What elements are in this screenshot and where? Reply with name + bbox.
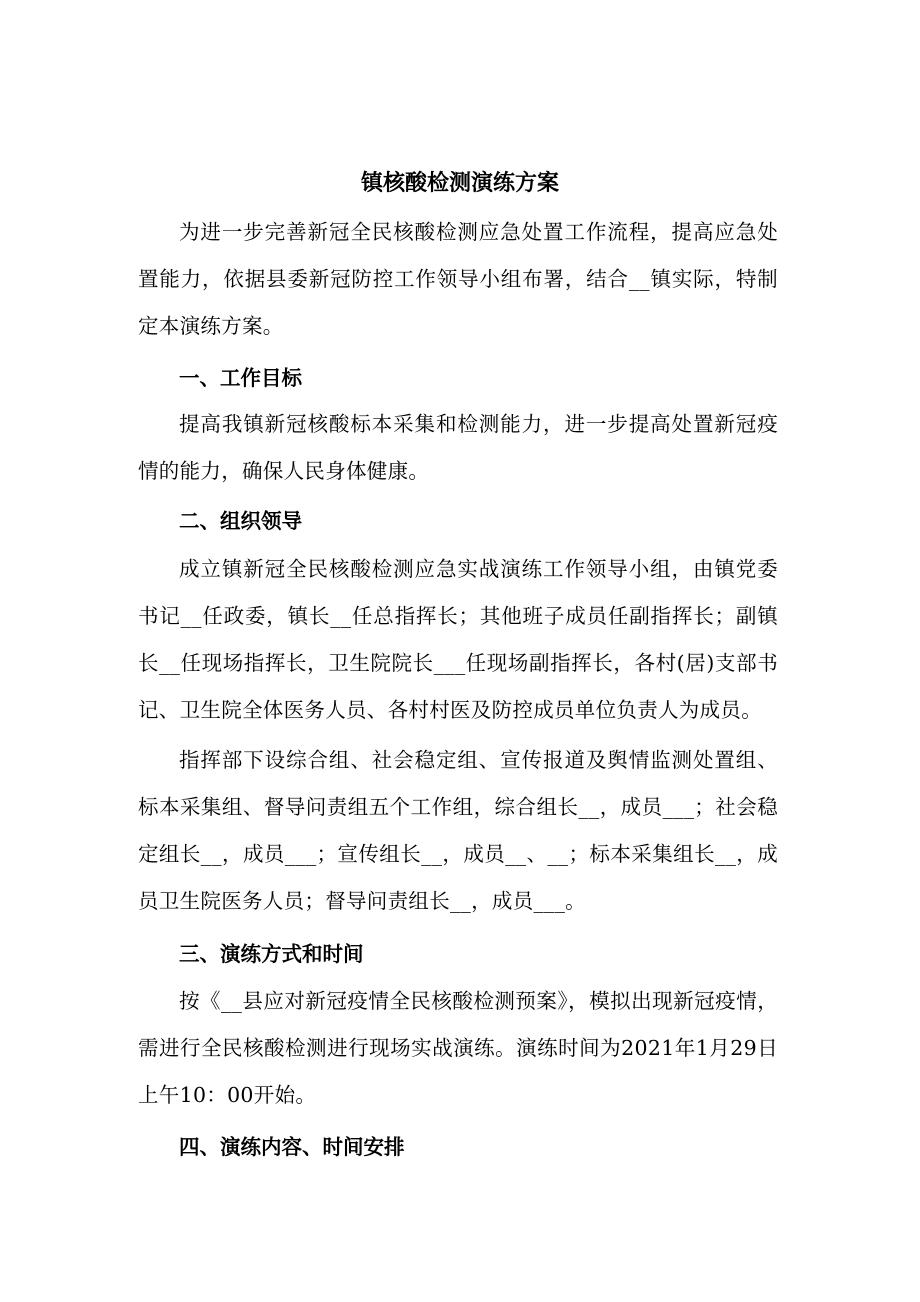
intro-paragraph: 为进一步完善新冠全民核酸检测应急处置工作流程，提高应急处置能力，依据县委新冠防控工作领导小组布署，结合__镇实际，特制定本演练方案。 <box>138 220 778 338</box>
goals-paragraph: 提高我镇新冠核酸标本采集和检测能力，进一步提高处置新冠疫情的能力，确保人民身体健康。 <box>138 412 778 483</box>
organization-paragraph-2: 指挥部下设综合组、社会稳定组、宣传报道及舆情监测处置组、标本采集组、督导问责组五个工作组，综合组长__，成员___；社会稳定组长__，成员___；宣传组长__，成员__、__；标本采集组长__，成员卫生院医务人员；督导问责组长__，成员___。 <box>138 748 778 913</box>
method-time-paragraph: 按《__县应对新冠疫情全民核酸检测预案》，模拟出现新冠疫情，需进行全民核酸检测进行现场实战演练。演练时间为2021年1月29日上午10：00开始。 <box>138 989 778 1107</box>
section-heading-organization: 二、组织领导 <box>179 509 302 533</box>
organization-paragraph-1: 成立镇新冠全民核酸检测应急实战演练工作领导小组，由镇党委书记__任政委，镇长__任总指挥长；其他班子成员任副指挥长；副镇长__任现场指挥长，卫生院院长___任现场副指挥长，各村(居)支部书记、卫生院全体医务人员、各村村医及防控成员单位负责人为成员。 <box>138 557 778 722</box>
section-heading-goals: 一、工作目标 <box>179 366 302 390</box>
section-heading-content-schedule: 四、演练内容、时间安排 <box>179 1135 405 1159</box>
section-heading-method-time: 三、演练方式和时间 <box>179 942 364 966</box>
document-title: 镇核酸检测演练方案 <box>360 171 559 196</box>
